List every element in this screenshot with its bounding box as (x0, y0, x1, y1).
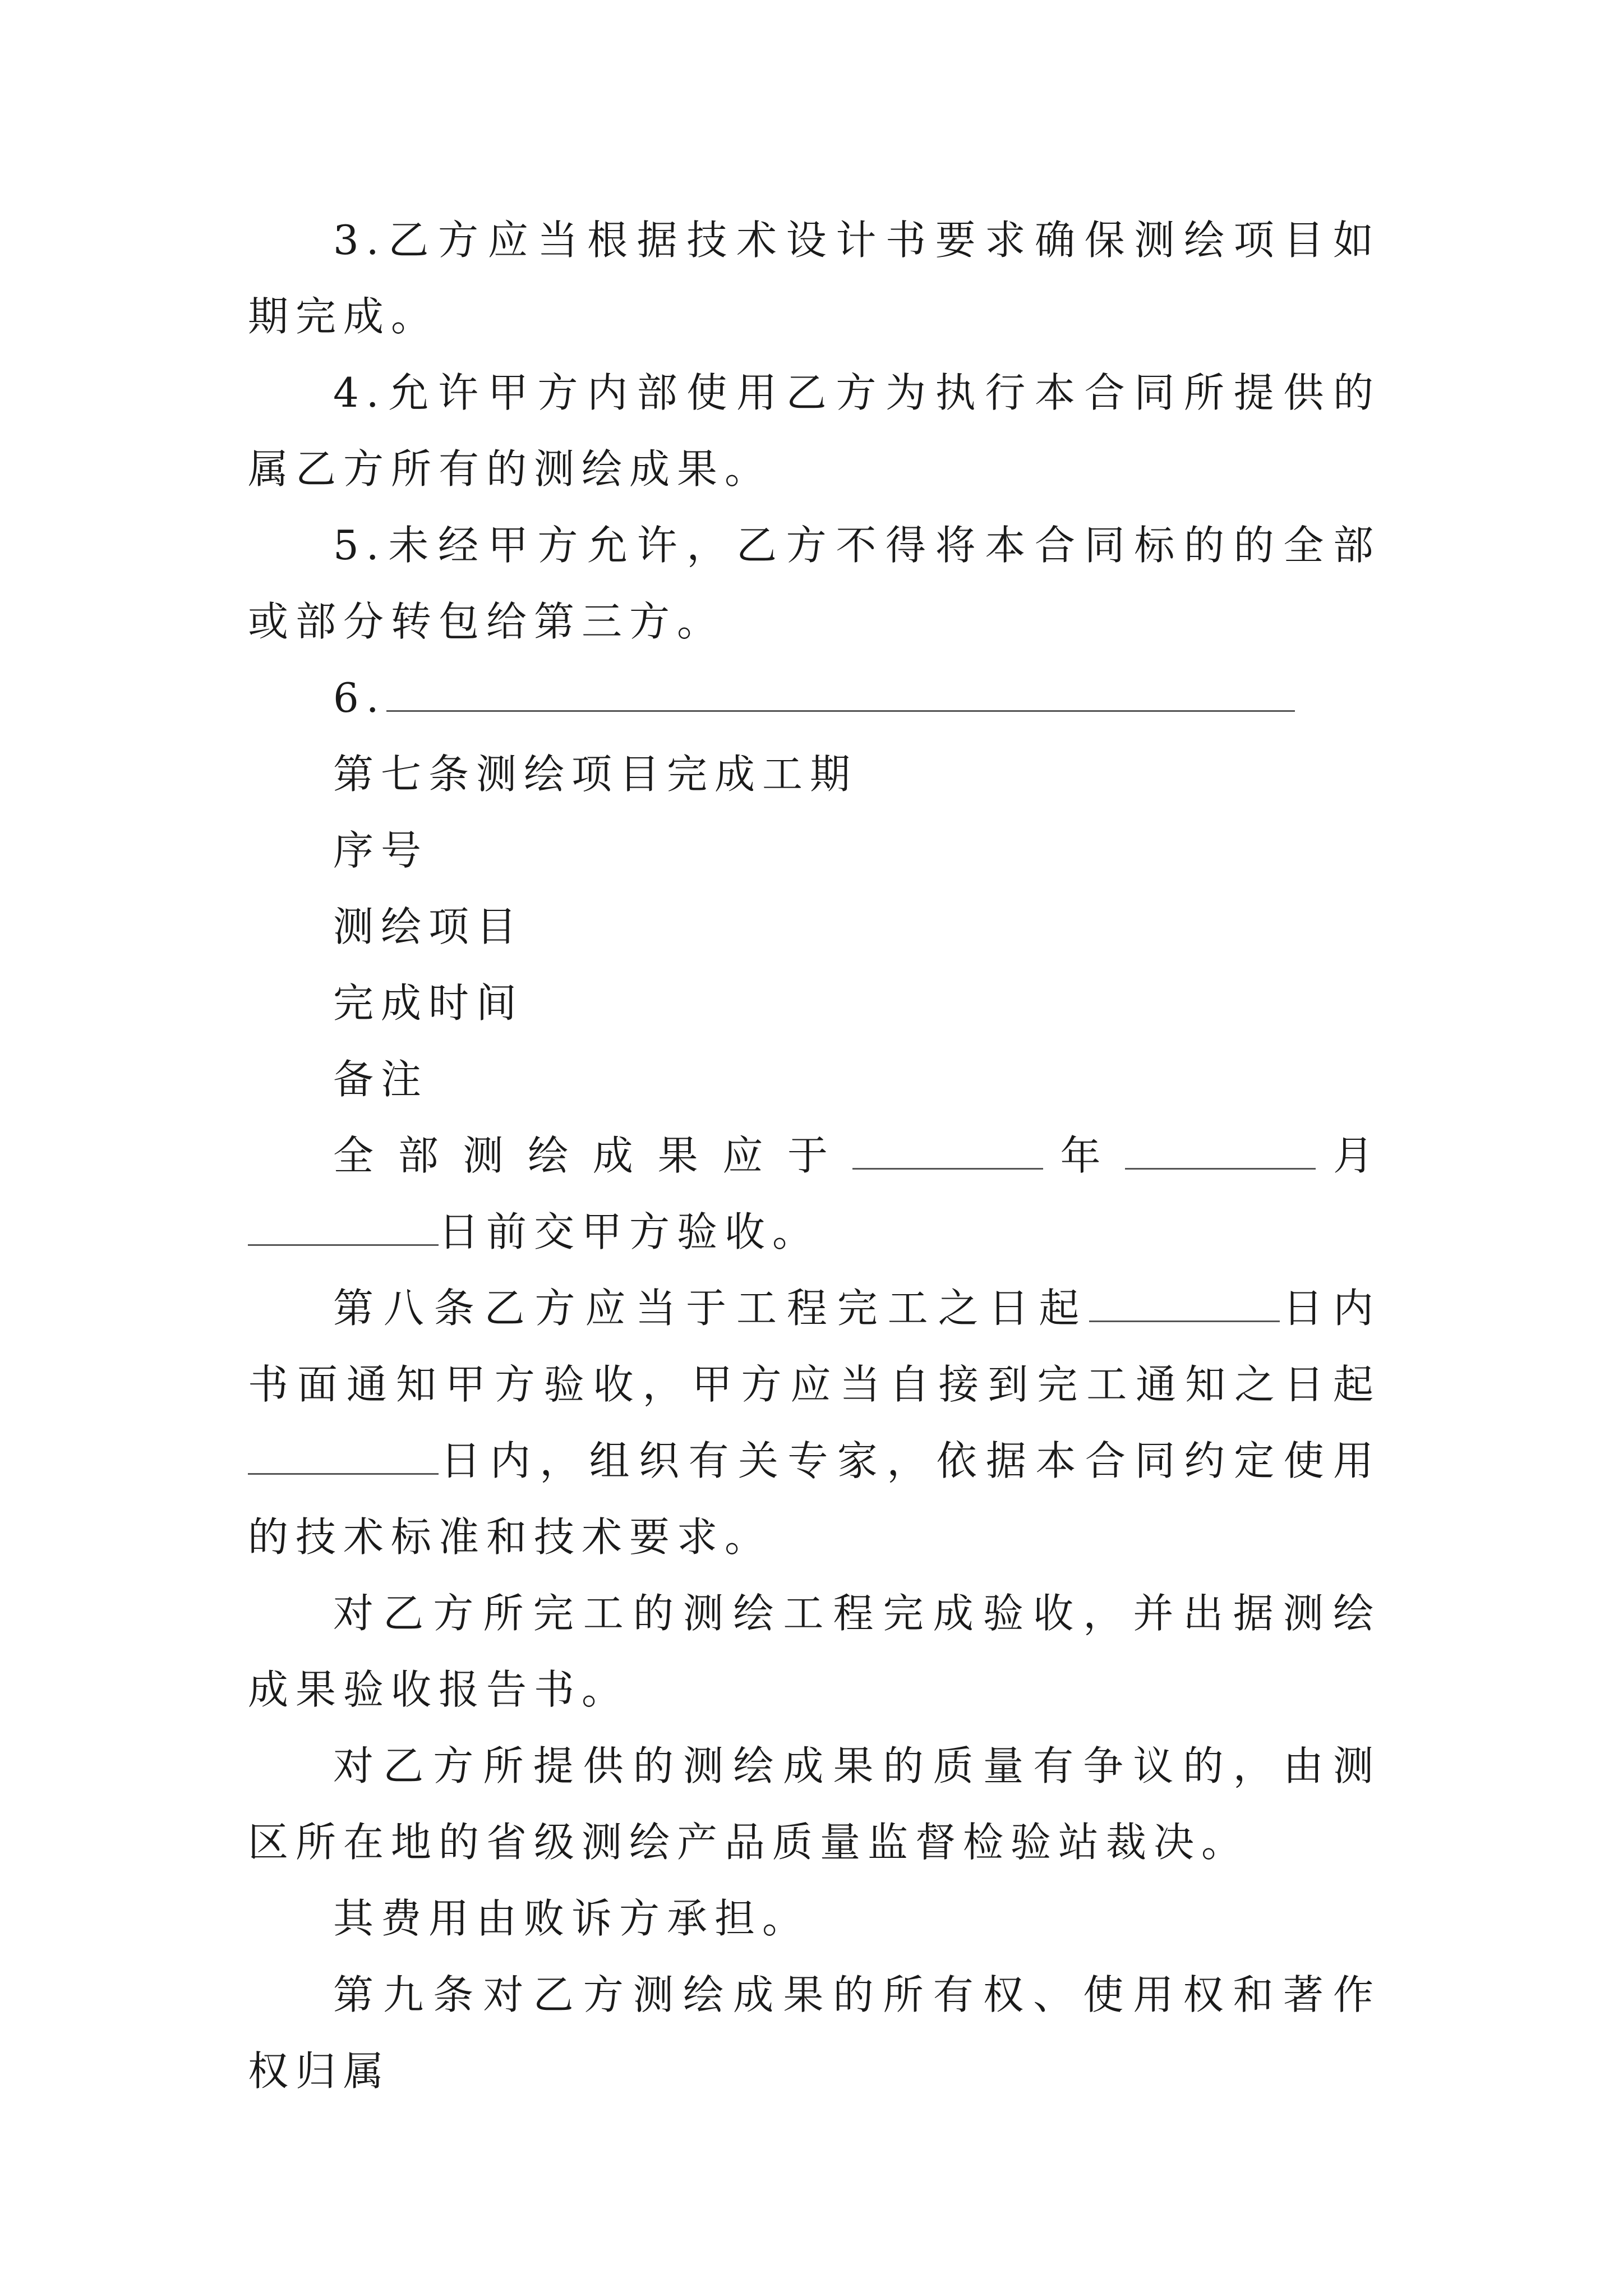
article-8 (248, 1270, 1381, 1575)
blank-year (852, 1120, 1043, 1170)
document-page (248, 202, 1381, 2109)
deadline-day-text: 日前交甲方验收。 (439, 1208, 820, 1255)
article-8-text-b: 日内书面通知甲方验收，甲方应当自接到完工通知之日起 (248, 1285, 1381, 1408)
clause-6-number: 6. (333, 674, 386, 721)
deadline-year-label: 年 (1043, 1132, 1126, 1179)
clause-5: 5.未经甲方允许，乙方不得将本合同标的的全部或部分转包给第三方。 (248, 522, 1381, 645)
clause-3: 3.乙方应当根据技术设计书要求确保测绘项目如期完成。 (248, 217, 1381, 340)
clause-4: 4.允许甲方内部使用乙方为执行本合同所提供的属乙方所有的测绘成果。 (248, 369, 1381, 493)
blank-line (386, 662, 1295, 712)
article-9: 第九条对乙方测绘成果的所有权、使用权和著作权归属 (248, 1971, 1381, 2095)
article-7-title: 第七条测绘项目完成工期 (333, 751, 858, 798)
column-remarks: 备注 (333, 1056, 429, 1103)
article-8-text-a: 第八条乙方应当于工程完工之日起 (333, 1285, 1090, 1332)
blank-month (1125, 1120, 1316, 1170)
blank-day (248, 1196, 439, 1246)
deadline-month-label: 月 (1316, 1132, 1381, 1179)
deadline-text: 全部测绘成果应于 (333, 1132, 852, 1179)
article-8-text-c: 日内，组织有关专家，依据本合同约定使用的技术标准和技术要求。 (248, 1437, 1381, 1561)
dispute-paragraph: 对乙方所提供的测绘成果的质量有争议的，由测区所在地的省级测绘产品质量监督检验站裁决。 (248, 1742, 1381, 1866)
column-completion-time: 完成时间 (333, 979, 524, 1027)
column-sequence: 序号 (333, 827, 429, 874)
blank-days-notice (1089, 1272, 1280, 1322)
column-project: 测绘项目 (333, 903, 524, 950)
cost-paragraph: 其费用由败诉方承担。 (333, 1895, 810, 1942)
deadline-paragraph (248, 1117, 1381, 1270)
clause-6 (248, 660, 1381, 736)
blank-days-organize (248, 1425, 439, 1475)
acceptance-paragraph: 对乙方所完工的测绘工程完成验收，并出据测绘成果验收报告书。 (248, 1590, 1381, 1713)
